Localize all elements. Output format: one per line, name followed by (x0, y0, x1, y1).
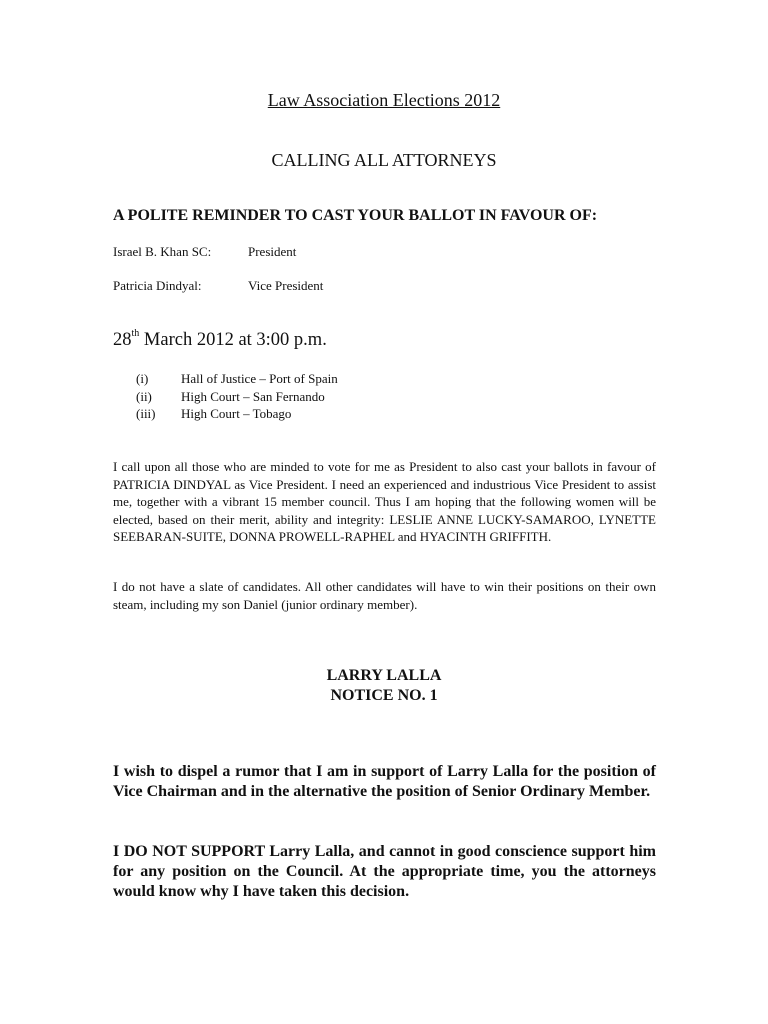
date-rest: March 2012 at 3:00 p.m. (139, 330, 327, 350)
date-suffix: th (131, 328, 140, 339)
notice-number: NOTICE NO. 1 (330, 687, 438, 704)
non-support-paragraph: I DO NOT SUPPORT Larry Lalla, and cannot in good conscience support him for any position on the Council. At the appropriate time, you the attorneys would know why I have taken this decision. (113, 843, 656, 900)
slate-paragraph: I do not have a slate of candidates. All other candidates will have to win their positions on their own steam, including my son Daniel (junior ordinary member). (113, 579, 656, 612)
date-day: 28 (113, 330, 132, 350)
candidate-role: President (248, 244, 297, 259)
endorsement-paragraph: I call upon all those who are minded to vote for me as President to also cast your ballots in favour of PATRICIA DINDYAL as Vice President. I need an experienced and industrious Vice President to assist me, together with a vibrant 15 member council. Thus I am hoping that the following women will be elected, based on their merit, ability and integrity: LESLIE ANNE LUCKY-SAMAROO, LYNETTE SEEBARAN-SUITE, DONNA PROWELL-RAPHEL and HYACINTH GRIFFITH. (113, 459, 656, 544)
document-title: Law Association Elections 2012 (267, 90, 501, 110)
candidate-name: Israel B. Khan SC: (113, 244, 212, 259)
rumor-paragraph: I wish to dispel a rumor that I am in support of Larry Lalla for the position of Vice Chairman and in the alternative the position of Senior Ordinary Member. (113, 763, 656, 800)
location-name: High Court – San Fernando (181, 389, 325, 404)
location-number: (iii) (136, 406, 156, 421)
location-number: (i) (136, 371, 149, 386)
election-date (113, 330, 327, 351)
document-subtitle: CALLING ALL ATTORNEYS (271, 150, 497, 170)
location-name: High Court – Tobago (181, 406, 292, 421)
location-number: (ii) (136, 389, 152, 404)
location-name: Hall of Justice – Port of Spain (181, 371, 338, 386)
ballot-reminder-heading: A POLITE REMINDER TO CAST YOUR BALLOT IN FAVOUR OF: (113, 207, 598, 224)
candidate-name: Patricia Dindyal: (113, 278, 202, 293)
candidate-role: Vice President (248, 278, 324, 293)
notice-name: LARRY LALLA (326, 667, 442, 684)
